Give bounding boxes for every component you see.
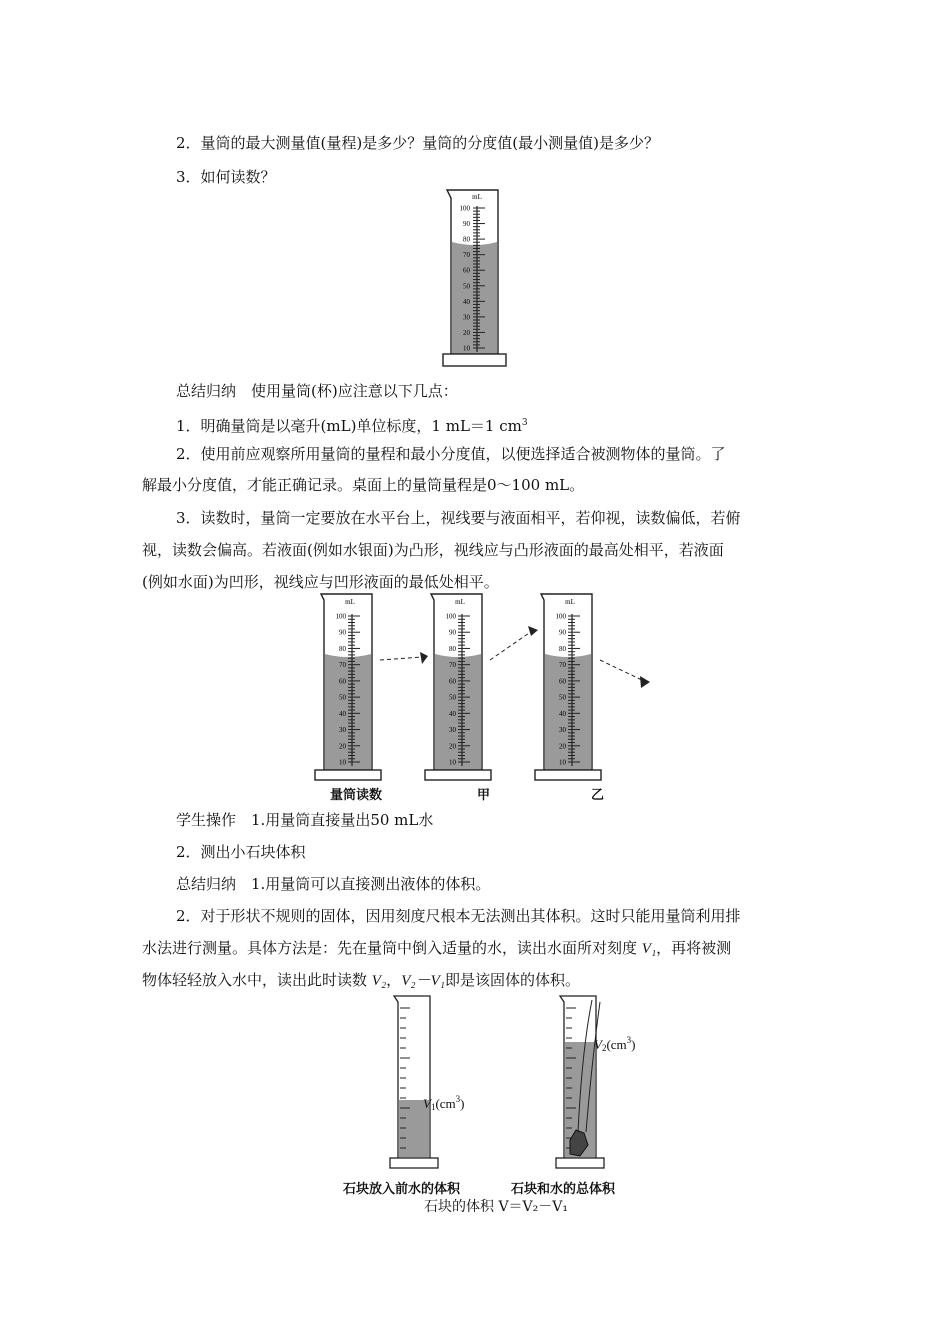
unit-label: mL (565, 598, 575, 606)
tick-label: 90 (559, 628, 566, 637)
tick-label: 10 (463, 344, 470, 353)
tick-label: 40 (463, 297, 470, 306)
tick-label: 60 (463, 266, 470, 275)
cylinder-jia (425, 594, 491, 780)
operation-line2: 2．测出小石块体积 (176, 843, 306, 861)
tick-label: 100 (459, 204, 470, 213)
summary1-p1: 1．明确量筒是以毫升(mL)单位标度，1 mL＝1 $cm^3$ (176, 417, 528, 435)
tick-label: 90 (339, 628, 346, 637)
summary2-line2: 2．对于形状不规则的固体，因用刻度尺根本无法测出其体积。这时只能用量筒利用排 (176, 907, 741, 925)
tick-label: 20 (463, 328, 470, 337)
cylinder-figure-1 (425, 186, 525, 374)
tick-label: 20 (339, 742, 346, 751)
displacement-figure (330, 990, 670, 1215)
unit-label: mL (472, 193, 482, 201)
tick-label: 60 (559, 677, 566, 686)
caption-before: 石块放入前水的体积 (343, 1182, 461, 1197)
summary1-p3-line2: 视，读数会偏高。若液面(例如水银面)为凸形，视线应与凸形液面的最高处相平，若液面 (142, 541, 724, 559)
eye-icon (528, 626, 538, 636)
caption-jia: 甲 (477, 788, 491, 803)
tick-label: 30 (559, 726, 566, 735)
graduated-cylinder (425, 186, 525, 370)
tick-label: 30 (449, 726, 456, 735)
cylinder-after (556, 996, 604, 1168)
eye-icon (420, 652, 428, 664)
tick-label: 70 (463, 251, 470, 260)
sight-line-up (490, 631, 532, 660)
tick-label: 80 (449, 644, 456, 653)
sight-line-level (380, 657, 422, 660)
sight-line-down (600, 660, 646, 682)
cylinder-reading (315, 594, 381, 780)
tick-label: 20 (559, 742, 566, 751)
v1-label: $V_1(cm^3)$ (423, 1094, 465, 1112)
summary1-p3-line3: (例如水面)为凹形，视线应与凹形液面的最低处相平。 (142, 573, 499, 591)
tick-label: 10 (339, 758, 346, 767)
question-2: 2．量筒的最大测量值(量程)是多少？量筒的分度值(最小测量值)是多少？ (176, 134, 659, 152)
unit-label: mL (345, 598, 355, 606)
tick-label: 40 (339, 709, 346, 718)
tick-label: 20 (449, 742, 456, 751)
summary1-p3-line1: 3．读数时，量筒一定要放在水平台上，视线要与液面相平，若仰视，读数偏低，若俯 (176, 509, 741, 527)
tick-label: 70 (339, 661, 346, 670)
summary1-title: 总结归纳 使用量筒(杯)应注意以下几点： (176, 382, 458, 400)
tick-label: 100 (445, 612, 456, 621)
summary2-line1: 总结归纳 1.用量筒可以直接测出液体的体积。 (176, 875, 491, 893)
operation-line1: 学生操作 1.用量筒直接量出50 mL水 (176, 811, 434, 829)
tick-label: 70 (449, 661, 456, 670)
tick-label: 80 (559, 644, 566, 653)
summary1-p2-line1: 2．使用前应观察所用量筒的量程和最小分度值，以便选择适合被测物体的量筒。了 (176, 445, 726, 463)
stone-volume-formula: 石块的体积 V＝V₂－V₁ (424, 1199, 569, 1215)
tick-label: 90 (463, 220, 470, 229)
tick-label: 60 (449, 677, 456, 686)
summary1-p2-line2: 解最小分度值，才能正确记录。桌面上的量筒量程是0～100 mL。 (142, 476, 585, 494)
tick-label: 50 (559, 693, 566, 702)
caption-after: 石块和水的总体积 (511, 1182, 616, 1197)
tick-label: 10 (559, 758, 566, 767)
cylinder-before (390, 996, 438, 1168)
tick-label: 100 (555, 612, 566, 621)
tick-label: 30 (339, 726, 346, 735)
tick-label: 40 (449, 709, 456, 718)
tick-label: 10 (449, 758, 456, 767)
tick-label: 80 (339, 644, 346, 653)
tick-label: 70 (559, 661, 566, 670)
caption-reading: 量筒读数 (330, 788, 383, 803)
summary2-line3: 水法进行测量。具体方法是：先在量筒中倒入适量的水，读出水面所对刻度 V₁，再将被测 (142, 939, 732, 957)
tick-label: 90 (449, 628, 456, 637)
question-3: 3．如何读数？ (176, 168, 276, 186)
tick-label: 50 (449, 693, 456, 702)
tick-label: 50 (339, 693, 346, 702)
tick-label: 50 (463, 282, 470, 291)
eye-icon (640, 676, 650, 688)
tick-label: 30 (463, 313, 470, 322)
tick-label: 100 (335, 612, 346, 621)
summary2-line4: 物体轻轻放入水中，读出此时读数 V₂，V₂－V₁即是该固体的体积。 (142, 971, 580, 989)
tick-label: 60 (339, 677, 346, 686)
cylinder-yi (535, 594, 601, 780)
tick-label: 40 (559, 709, 566, 718)
tick-label: 80 (463, 235, 470, 244)
unit-label: mL (455, 598, 465, 606)
cylinder-figure-2 (310, 590, 650, 803)
v2-label: $V_2(cm^3)$ (594, 1035, 636, 1053)
caption-yi: 乙 (591, 788, 605, 803)
